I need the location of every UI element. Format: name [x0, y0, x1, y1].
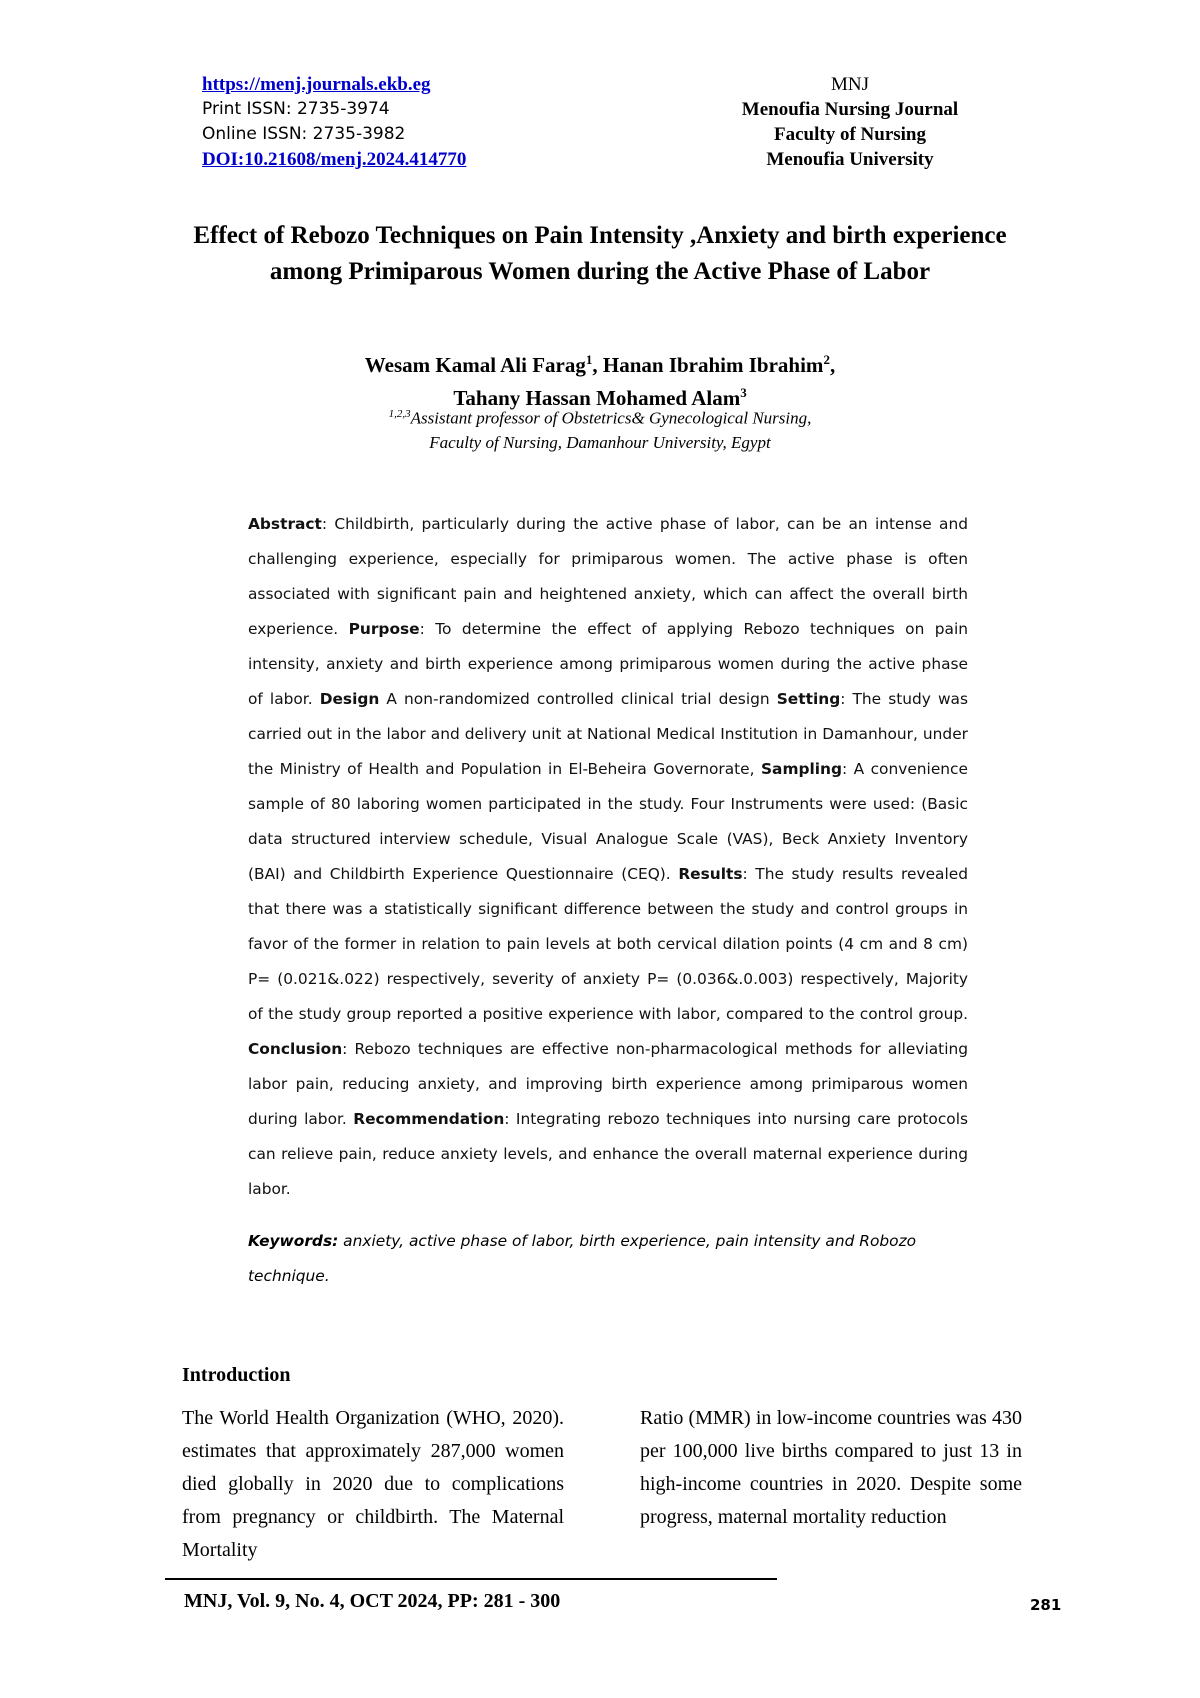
keywords: [248, 1224, 968, 1294]
journal-name: Menoufia Nursing Journal: [741, 99, 959, 120]
journal-info-right: [700, 72, 1000, 172]
keywords-text: anxiety, active phase of labor, birth experience, pain intensity and Robozo technique.: [248, 1232, 917, 1285]
affiliation-line: Assistant professor of Obstetrics& Gynecological Nursing,: [410, 408, 812, 428]
introduction-column-left: The World Health Organization (WHO, 2020). estimates that approximately 287,000 women died globally in 2020 due to complications from pregnancy or childbirth. The Maternal Mortality: [182, 1407, 564, 1561]
affiliation: [160, 402, 1040, 455]
author-list: Wesam Kamal Ali Farag$^1$, Hanan Ibrahim Ibrahim$^2$, Tahany Hassan Mohamed Alam$^3$: [364, 352, 836, 410]
introduction-column-right: Ratio (MMR) in low-income countries was 430 per 100,000 live births compared to just 13 in high-income countries in 2020. Despite some progress, maternal mortality reduction: [640, 1407, 1022, 1528]
keywords-label: Keywords:: [248, 1232, 339, 1250]
setting-text: : The study was carried out in the labor and delivery unit at National Medical Institution in Damanhour, under the Ministry of Health and Population in El-Beheira Governorate,: [248, 690, 969, 778]
abstract-label: Abstract: [248, 515, 322, 533]
author-superscript: 3: [740, 385, 747, 400]
purpose-label: Purpose: [348, 620, 420, 638]
page-number: 281: [1030, 1596, 1062, 1614]
footer-divider: [165, 1578, 777, 1580]
author-name: Tahany Hassan Mohamed Alam: [453, 386, 741, 410]
conclusion-text: : Rebozo techniques are effective non-pharmacological methods for alleviating labor pain, reducing anxiety, and improving birth experience among primiparous women during labor.: [248, 1040, 968, 1128]
journal-abbrev: MNJ: [830, 74, 869, 95]
footer-citation: MNJ, Vol. 9, No. 4, OCT 2024, PP: 281 - 300: [184, 1590, 561, 1612]
recommendation-text: : Integrating rebozo techniques into nursing care protocols can relieve pain, reduce anxiety levels, and enhance the overall maternal experience during labor.: [248, 1110, 968, 1198]
journal-url-link[interactable]: https://menj.journals.ekb.eg: [202, 74, 431, 95]
affiliation-superscript: 1,2,3: [388, 408, 411, 420]
results-label: Results: [678, 865, 743, 883]
design-label: Design: [319, 690, 380, 708]
abstract-paragraph: [248, 507, 968, 1207]
online-issn: Online ISSN: 2735-3982: [202, 124, 406, 144]
faculty-name: Faculty of Nursing: [774, 124, 926, 145]
introduction-heading: Introduction: [182, 1364, 291, 1386]
affiliation-line: Faculty of Nursing, Damanhour University, Egypt: [429, 432, 771, 452]
results-text: : The study results revealed that there was a statistically significant difference between the study and control groups in favor of the former in relation to pain levels at both cervical dilation points (4 cm and 8 cm) P= (0.021&.022) respectively, severity of anxiety P= (0.036&.0.003) respectively, Majority of the study group reported a positive experience with labor, compared to the control group.: [248, 865, 968, 1023]
journal-info-left: [202, 72, 466, 172]
design-text: A non-randomized controlled clinical trial design: [379, 690, 777, 708]
purpose-text: : To determine the effect of applying Rebozo techniques on pain intensity, anxiety and birth experience among primiparous women during the active phase of labor.: [248, 620, 968, 708]
sampling-text: : A convenience sample of 80 laboring women participated in the study. Four Instruments were used: (Basic data structured interview schedule, Visual Analogue Scale (VAS), Beck Anxiety Inventory (BAI) and Childbirth Experience Questionnaire (CEQ).: [248, 760, 968, 883]
print-issn: Print ISSN: 2735-3974: [202, 99, 390, 119]
university-name: Menoufia University: [766, 149, 934, 170]
author-name: Hanan Ibrahim Ibrahim: [602, 353, 824, 377]
author-superscript: 1: [585, 352, 593, 367]
abstract-text: : Childbirth, particularly during the active phase of labor, can be an intense and challenging experience, especially for primiparous women. The active phase is often associated with significant pain and heightened anxiety, which can affect the overall birth experience.: [248, 515, 968, 638]
recommendation-label: Recommendation: [353, 1110, 505, 1128]
author-name: Wesam Kamal Ali Farag: [364, 353, 586, 377]
conclusion-label: Conclusion: [248, 1040, 343, 1058]
setting-label: Setting: [776, 690, 841, 708]
sampling-label: Sampling: [760, 760, 843, 778]
article-title: Effect of Rebozo Techniques on Pain Intensity ,Anxiety and birth experience among Primiparous Women during the Active Phase of Labor: [193, 222, 1007, 285]
author-superscript: 2: [823, 352, 830, 367]
doi-link[interactable]: DOI:10.21608/menj.2024.414770: [202, 149, 467, 170]
